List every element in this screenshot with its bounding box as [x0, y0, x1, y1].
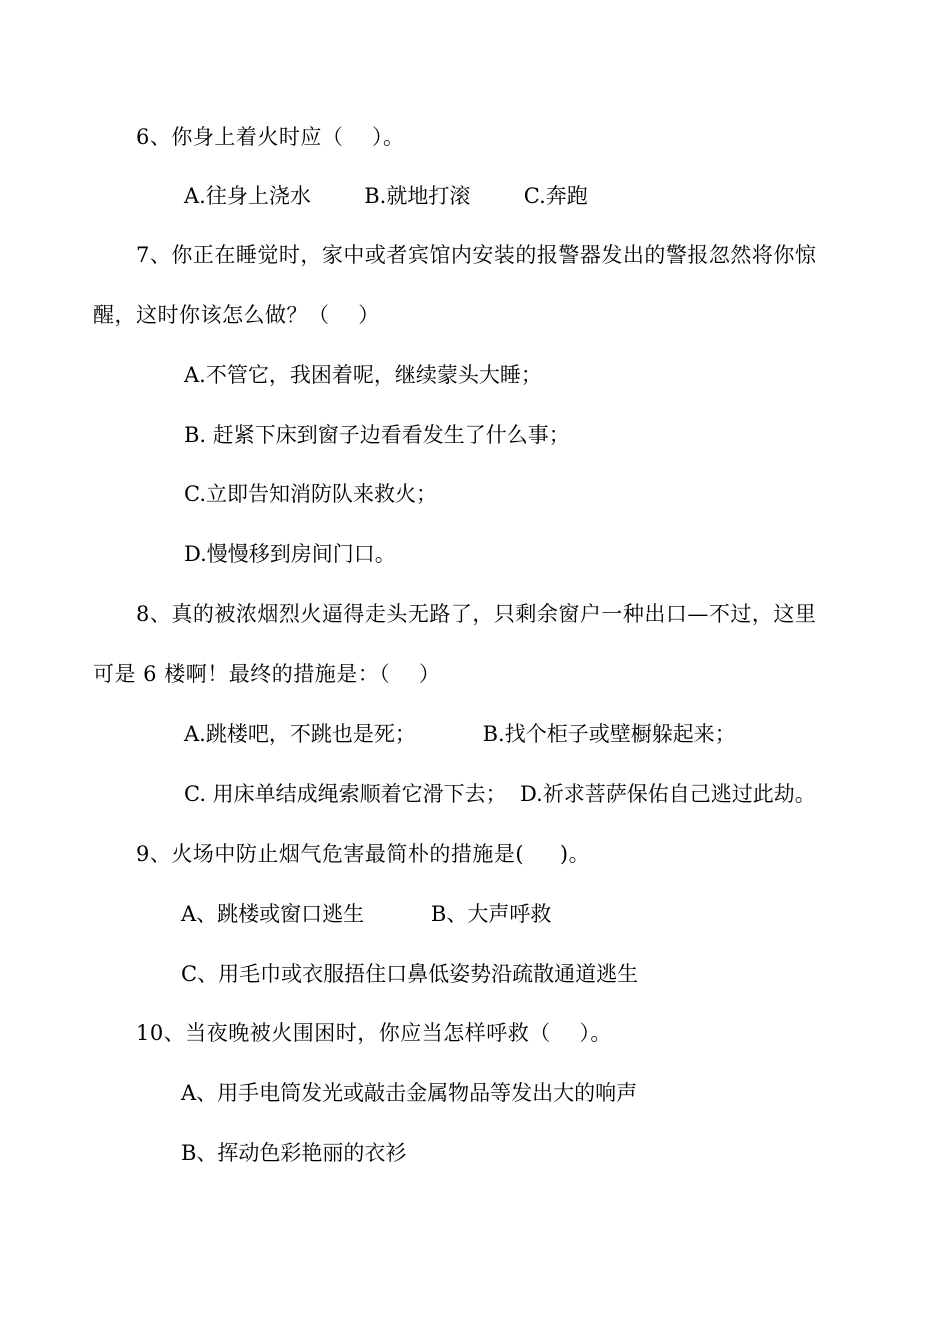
- question-8-text-line1: 8、真的被浓烟烈火逼得走头无路了，只剩余窗户一种出口—不过，这里: [136, 602, 817, 626]
- question-7-option-b: B. 赶紧下床到窗子边看看发生了什么事；: [184, 423, 570, 447]
- question-6-options: A.往身上浇水 B.就地打滚 C.奔跑: [184, 184, 588, 208]
- question-10-option-b: B、挥动色彩艳丽的衣衫: [181, 1141, 407, 1165]
- question-7-option-c: C.立即告知消防队来救火；: [184, 482, 437, 506]
- question-9-options-ab: A、跳楼或窗口逃生 B、大声呼救: [181, 902, 552, 926]
- question-8-options-ab: A.跳楼吧，不跳也是死； B.找个柜子或壁橱躲起来；: [184, 722, 736, 746]
- question-7-option-d: D.慢慢移到房间门口。: [184, 542, 396, 566]
- question-7-option-a: A.不管它，我困着呢，继续蒙头大睡；: [184, 363, 542, 387]
- question-8-options-cd: C. 用床单结成绳索顺着它滑下去； D.祈求菩萨保佑自己逃过此劫。: [184, 782, 816, 806]
- question-7-text-line1: 7、你正在睡觉时，家中或者宾馆内安装的报警器发出的警报忽然将你惊: [136, 243, 817, 267]
- question-10-text: 10、当夜晚被火围困时，你应当怎样呼救（ ）。: [136, 1021, 612, 1045]
- question-9-text: 9、火场中防止烟气危害最简朴的措施是( )。: [136, 842, 591, 866]
- question-8-text-line2: 可是 6 楼啊！最终的措施是：（ ）: [93, 662, 441, 686]
- question-7-text-line2: 醒，这时你该怎么做？（ ）: [93, 303, 380, 327]
- question-9-option-c: C、用毛巾或衣服捂住口鼻低姿势沿疏散通道逃生: [181, 962, 639, 986]
- question-10-option-a: A、用手电筒发光或敲击金属物品等发出大的响声: [181, 1081, 638, 1105]
- question-6-text: 6、你身上着火时应（ ）。: [136, 125, 405, 149]
